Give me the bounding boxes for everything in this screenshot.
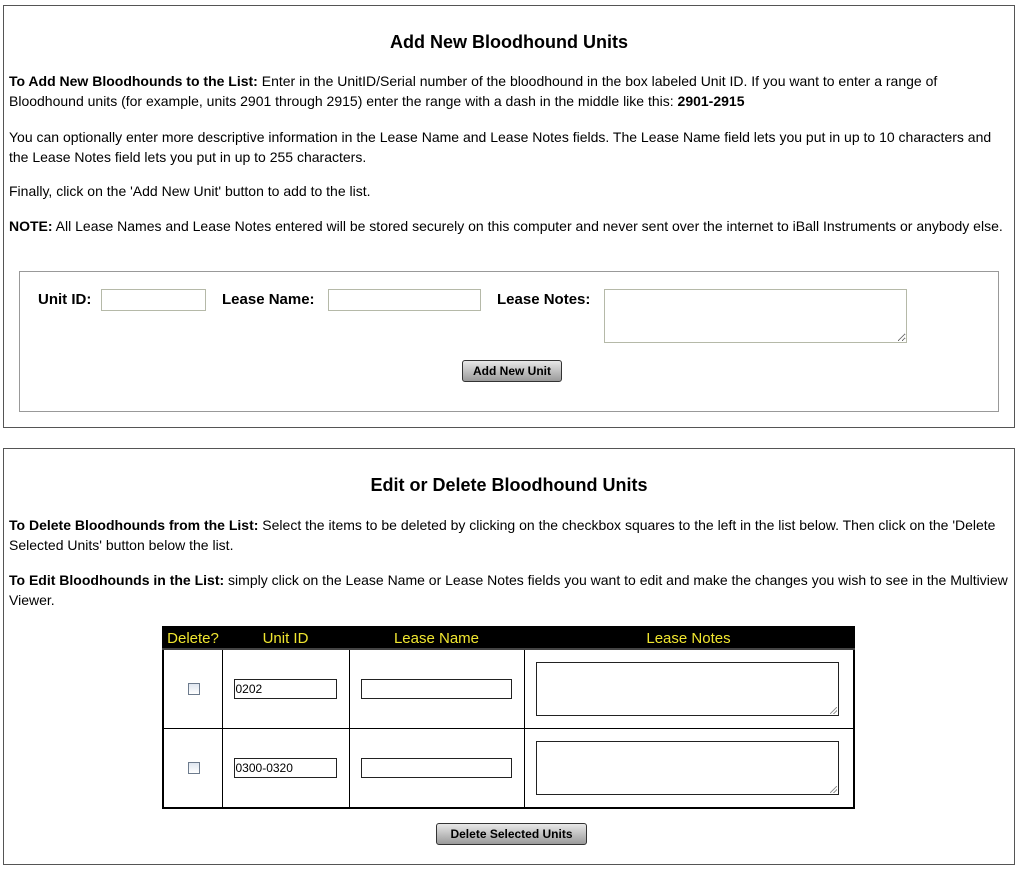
delete-checkbox[interactable] [188, 762, 200, 774]
unit-id-cell [222, 729, 349, 809]
header-lease-name: Lease Name [349, 627, 524, 649]
add-instructions-text: Enter in the UnitID/Serial number of the bloodhound in the box labeled Unit ID. If you want to enter a range of Bloodhound units (for example, units 2901 through 2915) enter the range with a dash in the middle like this: [9, 73, 938, 109]
delete-instructions-text: Select the items to be deleted by clicking on the checkbox squares to the left in the list below. Then click on the 'Delete Selected Units' button below the list. [9, 517, 996, 553]
optional-info-text: You can optionally enter more descriptive information in the Lease Name and Lease Notes fields. The Lease Name field lets you put in up to 10 characters and the Lease Notes field lets you put in up to 255 characters. [9, 129, 992, 165]
resize-grip-icon[interactable] [830, 707, 837, 714]
lease-notes-field[interactable] [536, 662, 839, 716]
lease-notes-label: Lease Notes: [497, 291, 591, 308]
add-section-title: Add New Bloodhound Units [390, 32, 628, 52]
edit-units-panel [3, 448, 1015, 865]
range-example: 2901-2915 [677, 93, 745, 109]
delete-selected-units-button[interactable]: Delete Selected Units [436, 823, 587, 845]
add-instructions-heading: To Add New Bloodhounds to the List: [9, 73, 258, 89]
lease-name-cell [349, 729, 524, 809]
unit-id-field[interactable]: 0300-0320 [234, 758, 337, 778]
note-label: NOTE: [9, 218, 53, 234]
lease-name-input[interactable] [328, 289, 481, 311]
finally-text: Finally, click on the 'Add New Unit' button to add to the list. [9, 183, 371, 199]
table-row [163, 729, 854, 809]
header-lease-notes: Lease Notes [524, 627, 854, 649]
lease-notes-cell [524, 729, 854, 809]
table-header-row [163, 627, 854, 649]
add-unit-form [19, 271, 999, 412]
lease-notes-textarea[interactable] [604, 289, 907, 343]
lease-name-field[interactable] [361, 758, 512, 778]
add-new-unit-button[interactable]: Add New Unit [462, 360, 562, 382]
unit-id-label: Unit ID: [38, 291, 92, 308]
privacy-note [9, 216, 1010, 236]
delete-instructions [9, 515, 1010, 555]
delete-checkbox[interactable] [188, 683, 200, 695]
delete-cell [163, 649, 222, 729]
delete-cell [163, 729, 222, 809]
lease-notes-field[interactable] [536, 741, 839, 795]
resize-grip-icon[interactable] [830, 786, 837, 793]
add-instructions [9, 71, 1010, 111]
edit-section-title: Edit or Delete Bloodhound Units [370, 475, 648, 495]
unit-id-input[interactable] [101, 289, 206, 311]
lease-name-field[interactable] [361, 679, 512, 699]
lease-name-cell [349, 649, 524, 729]
table-row [163, 649, 854, 729]
edit-instructions [9, 570, 1010, 610]
add-units-panel [3, 5, 1015, 428]
lease-name-label: Lease Name: [222, 291, 315, 308]
lease-notes-cell [524, 649, 854, 729]
header-unit-id: Unit ID [222, 627, 349, 649]
header-delete: Delete? [163, 627, 222, 649]
unit-id-cell [222, 649, 349, 729]
edit-instructions-heading: To Edit Bloodhounds in the List: [9, 572, 225, 588]
delete-instructions-heading: To Delete Bloodhounds from the List: [9, 517, 259, 533]
unit-id-field[interactable]: 0202 [234, 679, 337, 699]
note-text: All Lease Names and Lease Notes entered will be stored securely on this computer and never sent over the internet to iBall Instruments or anybody else. [52, 218, 1003, 234]
edit-instructions-text: simply click on the Lease Name or Lease Notes fields you want to edit and make the changes you wish to see in the Multiview Viewer. [9, 572, 1008, 608]
units-table [162, 626, 855, 809]
